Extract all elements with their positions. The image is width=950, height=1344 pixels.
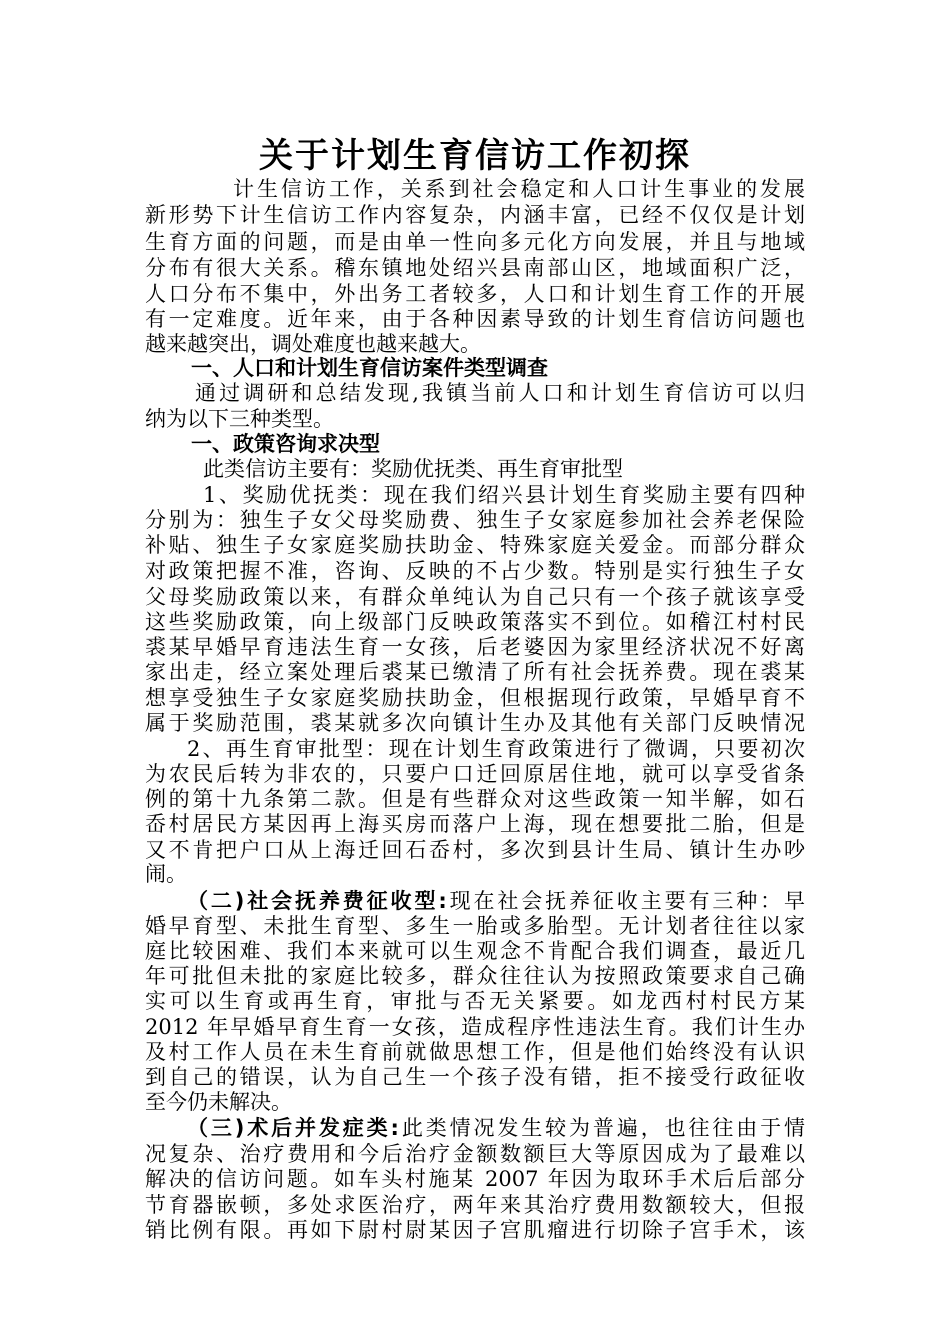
- paragraph-line: [145, 710, 805, 736]
- line-text: 为农民后转为非农的，只要户口迁回原居住地，就可以享受省条: [145, 762, 805, 786]
- line-text: 计生信访工作，关系到社会稳定和人口计生事业的发展: [233, 177, 805, 201]
- paragraph-line: [145, 306, 805, 332]
- paragraph-line: [145, 229, 805, 255]
- paragraph-line: [145, 1064, 805, 1090]
- paragraph-line: [145, 176, 805, 202]
- paragraph-line: [145, 736, 805, 762]
- paragraph-line: [145, 1039, 805, 1065]
- line-text: 又不肯把户口从上海迁回石岙村，多次到县计生局、镇计生办吵: [145, 838, 805, 862]
- line-text: 节育器嵌顿，多处求医治疗，两年来其治疗费用数额较大，但报: [145, 1193, 805, 1217]
- line-text: 况复杂、治疗费用和今后治疗金额数额巨大等原因成为了最难以: [145, 1142, 805, 1166]
- line-text: 及村工作人员在未生育前就做思想工作，但是他们始终没有认识: [145, 1040, 805, 1064]
- line-text: 这些奖励政策，向上级部门反映政策落实不到位。如稽江村村民: [145, 610, 805, 634]
- paragraph-line: [145, 255, 805, 281]
- section-heading: [145, 355, 805, 381]
- paragraph-line: [145, 786, 805, 812]
- line-text: 父母奖励政策以来，有群众单纯认为自己只有一个孩子就该享受: [145, 585, 805, 609]
- line-text: 销比例有限。再如下尉村尉某因子宫肌瘤进行切除子宫手术，该: [145, 1218, 805, 1242]
- line-text: 一、政策咨询求决型: [191, 432, 380, 456]
- line-text: 属于奖励范围，裘某就多次向镇计生办及其他有关部门反映情况: [145, 711, 805, 735]
- line-text: 通过调研和总结发现,我镇当前人口和计划生育信访可以归: [195, 381, 805, 405]
- line-text: 想享受独生子女家庭奖励扶助金，但根据现行政策，早婚早育不: [145, 686, 805, 710]
- line-text: 此类情况发生较为普遍，也往往由于情: [398, 1116, 805, 1140]
- paragraph-line: [145, 406, 805, 432]
- line-text: 到自己的错误，认为自己生一个孩子没有错，拒不接受行政征收: [145, 1065, 805, 1089]
- line-text: 补贴、独生子女家庭奖励扶助金、特殊家庭关爱金。而部分群众: [145, 533, 805, 557]
- paragraph-line: [145, 888, 805, 914]
- paragraph-line: [145, 659, 805, 685]
- page-title: 关于计划生育信访工作初探: [259, 136, 691, 176]
- line-text: 新形势下计生信访工作内容复杂，内涵丰富，已经不仅仅是计划: [145, 203, 805, 227]
- paragraph-line: [145, 507, 805, 533]
- line-text: 例的第十九条第二款。但是有些群众对这些政策一知半解，如石: [145, 787, 805, 811]
- paragraph-line: [145, 837, 805, 863]
- paragraph-line: [145, 380, 805, 406]
- line-text: 解决的信访问题。如车头村施某 2007 年因为取环手术后后部分: [145, 1167, 805, 1191]
- line-text: 婚早育型、未批生育型、多生一胎或多胎型。无计划者往往以家: [145, 914, 805, 938]
- paragraph-line: [145, 532, 805, 558]
- line-text: 实可以生育或再生育，审批与否无关紧要。如龙西村村民方某: [145, 989, 805, 1013]
- paragraph-line: [145, 634, 805, 660]
- line-text: 2012 年早婚早育生育一女孩，造成程序性违法生育。我们计生办: [145, 1015, 805, 1039]
- paragraph-line: [145, 584, 805, 610]
- paragraph-line: [145, 331, 805, 357]
- line-text: 庭比较困难、我们本来就可以生观念不肯配合我们调查，最近几: [145, 939, 805, 963]
- line-text: 年可批但未批的家庭比较多，群众往往认为按照政策要求自己确: [145, 964, 805, 988]
- line-text: 闹。: [145, 862, 187, 886]
- line-text: 纳为以下三种类型。: [145, 407, 334, 431]
- paragraph-line: [145, 482, 805, 508]
- paragraph-line: [145, 1141, 805, 1167]
- line-text: 岙村居民方某因再上海买房而落户上海，现在想要批二胎，但是: [145, 812, 805, 836]
- paragraph-line: [145, 1089, 805, 1115]
- paragraph-line: [145, 1192, 805, 1218]
- paragraph-line: [145, 913, 805, 939]
- paragraph-line: [145, 558, 805, 584]
- line-text: 一、人口和计划生育信访案件类型调查: [191, 356, 548, 380]
- line-text: 1、奖励优抚类：现在我们绍兴县计划生育奖励主要有四种: [203, 483, 805, 507]
- section-heading: [145, 431, 805, 457]
- paragraph-line: [145, 202, 805, 228]
- paragraph-line: [145, 1217, 805, 1243]
- paragraph-line: [145, 861, 805, 887]
- paragraph-line: [145, 1014, 805, 1040]
- line-text: 人口分布不集中，外出务工者较多，人口和计划生育工作的开展: [145, 282, 805, 306]
- line-text: 现在社会抚养征收主要有三种：早: [446, 889, 805, 913]
- line-text: 至今仍未解决。: [145, 1090, 292, 1114]
- paragraph-line: [145, 811, 805, 837]
- paragraph-line: [145, 761, 805, 787]
- line-text: 生育方面的问题，而是由单一性向多元化方向发展，并且与地域: [145, 230, 805, 254]
- paragraph-line: [145, 685, 805, 711]
- inline-heading: （二)社会抚养费征收型:: [187, 889, 447, 913]
- line-text: 裘某早婚早育违法生育一女孩，后老婆因为家里经济状况不好离: [145, 635, 805, 659]
- line-text: 越来越突出，调处难度也越来越大。: [145, 332, 481, 356]
- line-text: 分别为：独生子女父母奖励费、独生子女家庭参加社会养老保险: [145, 508, 805, 532]
- paragraph-line: [145, 1166, 805, 1192]
- paragraph-line: [145, 609, 805, 635]
- line-text: 2、再生育审批型：现在计划生育政策进行了微调，只要初次: [187, 737, 805, 761]
- paragraph-line: [145, 456, 805, 482]
- line-text: 分布有很大关系。稽东镇地处绍兴县南部山区，地域面积广泛，: [145, 256, 805, 280]
- paragraph-line: [145, 1115, 805, 1141]
- line-text: 家出走，经立案处理后裘某已缴清了所有社会抚养费。现在裘某: [145, 660, 805, 684]
- inline-heading: （三)术后并发症类:: [187, 1116, 399, 1140]
- line-text: 对政策把握不准，咨询、反映的不占少数。特别是实行独生子女: [145, 559, 805, 583]
- line-text: 此类信访主要有：奖励优抚类、再生育审批型: [203, 457, 623, 481]
- paragraph-line: [145, 963, 805, 989]
- line-text: 有一定难度。近年来，由于各种因素导致的计划生育信访问题也: [145, 307, 805, 331]
- paragraph-line: [145, 988, 805, 1014]
- paragraph-line: [145, 938, 805, 964]
- paragraph-line: [145, 281, 805, 307]
